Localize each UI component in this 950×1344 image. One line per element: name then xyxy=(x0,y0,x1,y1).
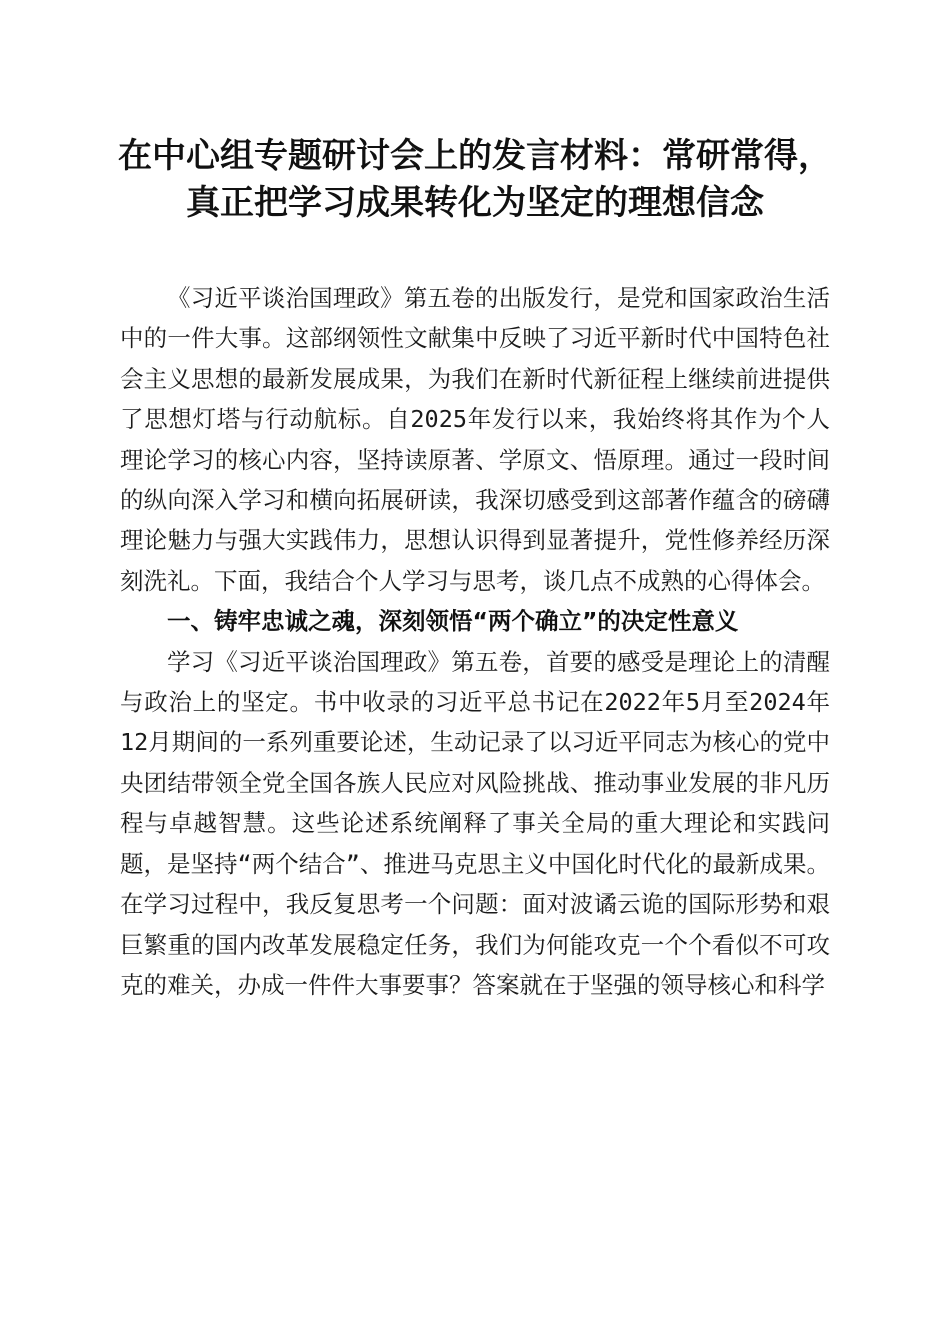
document-body xyxy=(120,278,830,1005)
title-line-1: 在中心组专题研讨会上的发言材料：常研常得， xyxy=(118,136,832,176)
intro-paragraph: 《习近平谈治国理政》第五卷的出版发行，是党和国家政治生活中的一件大事。这部纲领性文献集中反映了习近平新时代中国特色社会主义思想的最新发展成果，为我们在新时代新征程上继续前进提供了思想灯塔与行动航标。自2025年发行以来，我始终将其作为个人理论学习的核心内容，坚持读原著、学原文、悟原理。通过一段时间的纵向深入学习和横向拓展研读，我深切感受到这部著作蕴含的磅礴理论魅力与强大实践伟力，思想认识得到显著提升，党性修养经历深刻洗礼。下面，我结合个人学习与思考，谈几点不成熟的心得体会。 xyxy=(120,284,830,595)
section-heading: 一、铸牢忠诚之魂，深刻领悟“两个确立”的决定性意义 xyxy=(167,607,739,636)
document-title xyxy=(80,133,870,227)
title-line-2: 真正把学习成果转化为坚定的理想信念 xyxy=(186,183,764,223)
section-paragraph: 学习《习近平谈治国理政》第五卷，首要的感受是理论上的清醒与政治上的坚定。书中收录的习近平总书记在2022年5月至2024年12月期间的一系列重要论述，生动记录了以习近平同志为核心的党中央团结带领全党全国各族人民应对风险挑战、推动事业发展的非凡历程与卓越智慧。这些论述系统阐释了事关全局的重大理论和实践问题，是坚持“两个结合”、推进马克思主义中国化时代化的最新成果。在学习过程中，我反复思考一个问题：面对波谲云诡的国际形势和艰巨繁重的国内改革发展稳定任务，我们为何能攻克一个个看似不可攻克的难关，办成一件件大事要事？答案就在于坚强的领导核心和科学 xyxy=(120,647,830,999)
